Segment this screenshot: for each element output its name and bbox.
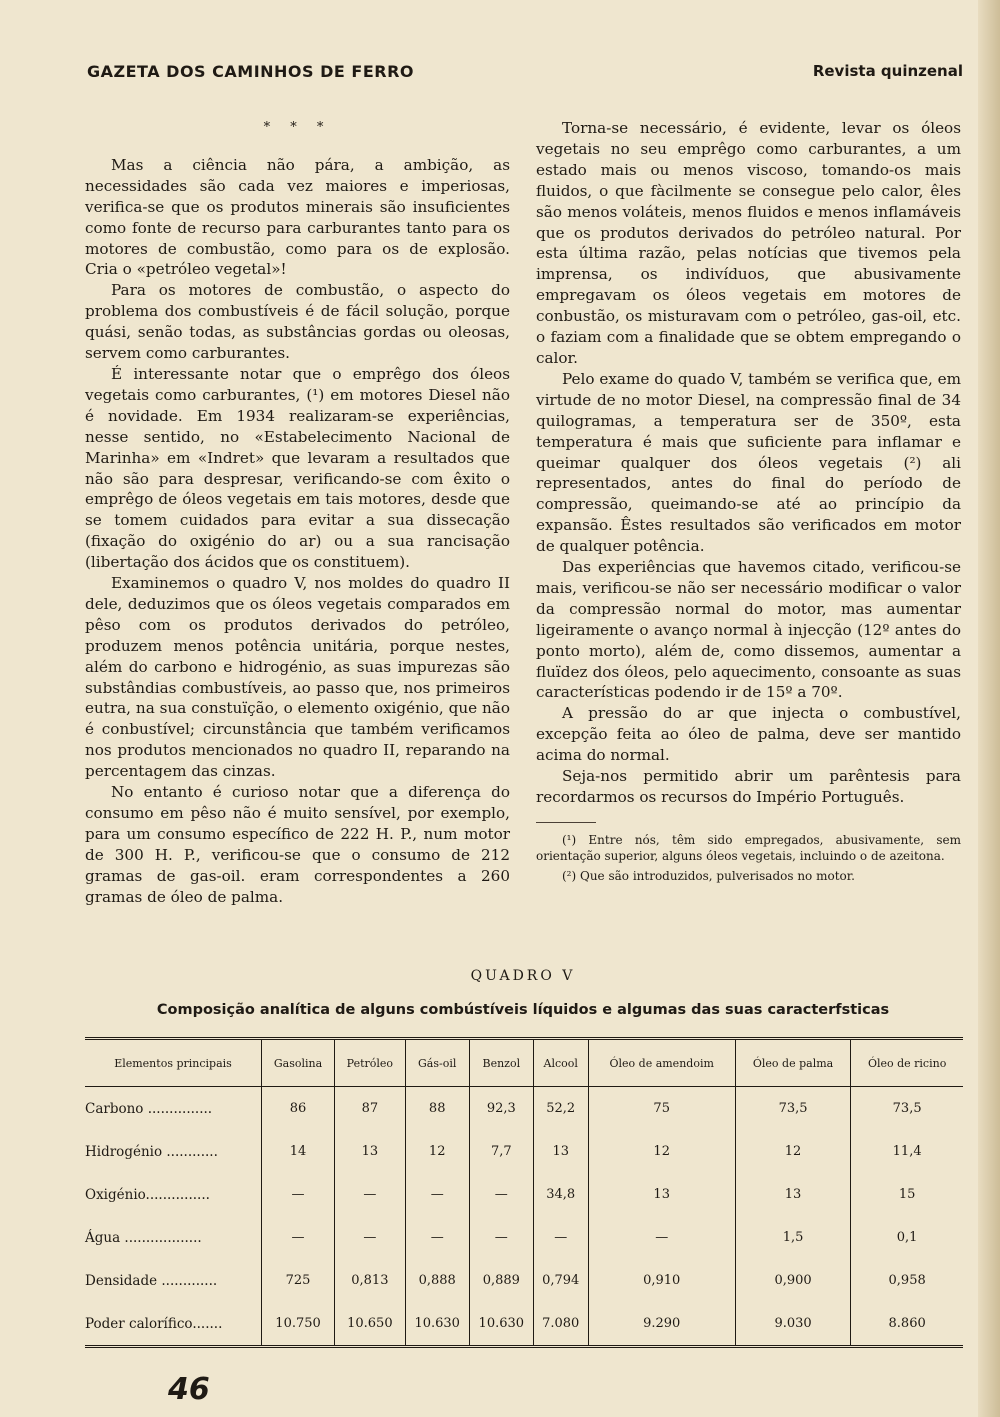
row-label: Poder calorífico....... [85, 1315, 223, 1332]
paragraph: Torna-se necessário, é evidente, levar os óleos vegetais no seu emprêgo como carburantes, a um estado mais ou menos viscoso, tomando-os mais fluidos, o que fàcilmente se consegue pelo calor, êles são menos voláteis, menos fluidos e menos inflamáveis que os produtos derivados do petróleo natural. Por esta última razão, pelas notícias que tivemos pela imprensa, os indivíduos, que abusivamente empregavam os óleos vegetais em motores de conbustão, os misturavam com o petróleo, gas-oil, etc. o faziam com a finalidade que se obtem empregando o calor. [536, 119, 961, 367]
table-cell: — [262, 1173, 335, 1216]
table-cell: 10.630 [469, 1302, 533, 1347]
table-cell: 13 [533, 1130, 588, 1173]
page-number: 46 [168, 1372, 210, 1407]
table-cell: 88 [405, 1087, 469, 1131]
table-cell: 92,3 [469, 1087, 533, 1131]
left-column [85, 118, 510, 908]
table-cell: 13 [335, 1130, 406, 1173]
paragraph: Para os motores de combustão, o aspecto do problema dos combustíveis é de fácil solução, porque quási, senão todas, as substâncias gordas ou oleosas, servem como carburantes. [85, 281, 510, 363]
table-cell: 10.650 [335, 1302, 406, 1347]
table-cell: 0,910 [588, 1259, 735, 1302]
table-cell: 10.750 [262, 1302, 335, 1347]
table-cell: 12 [735, 1130, 850, 1173]
table-cell: — [588, 1216, 735, 1259]
table-row [85, 1130, 963, 1173]
table-header-row [85, 1039, 963, 1087]
row-label: Densidade ............. [85, 1272, 218, 1289]
row-label: Carbono ............... [85, 1100, 213, 1117]
column-header: Benzol [469, 1039, 533, 1087]
table-cell: 52,2 [533, 1087, 588, 1131]
table-row [85, 1259, 963, 1302]
table-title: QUADRO V [470, 968, 576, 984]
right-column [536, 118, 961, 887]
column-header: Gasolina [262, 1039, 335, 1087]
table-cell: 73,5 [851, 1087, 963, 1131]
table-cell: 0,813 [335, 1259, 406, 1302]
table-cell: 9.290 [588, 1302, 735, 1347]
paragraph: A pressão do ar que injecta o combustível, excepção feita ao óleo de palma, deve ser mantido acima do normal. [536, 704, 961, 765]
table-cell: 15 [851, 1173, 963, 1216]
column-header: Gás-oil [405, 1039, 469, 1087]
table-cell: 0,888 [405, 1259, 469, 1302]
table-cell: 0,889 [469, 1259, 533, 1302]
table-cell: — [405, 1173, 469, 1216]
row-label: Água .................. [85, 1229, 202, 1246]
footnote: (¹) Entre nós, têm sido empregados, abusivamente, sem orientação superior, alguns óleos vegetais, incluindo o de azeitona. [536, 832, 961, 864]
paragraph: Examinemos o quadro V, nos moldes do quadro II dele, deduzimos que os óleos vegetais comparados em pêso com os produtos derivados do petróleo, produzem menos potência unitária, porque nestes, além do carbono e hidrogénio, as suas impurezas são substândias combustíveis, ao passo que, nos primeiros eutra, na sua constuïção, o elemento oxigénio, que não é conbustível; circunstância que também verificamos nos produtos mencionados no quadro II, reparando na percentagem das cinzas. [85, 574, 510, 781]
table-cell: 10.630 [405, 1302, 469, 1347]
paragraph: Pelo exame do quado V, também se verifica que, em virtude de no motor Diesel, na compressão final de 34 quilogramas, a temperatura ser de 350º, esta temperatura é mais que suficiente para inflamar e queimar qualquer dos óleos vegetais (²) ali representados, antes do final do período de compressão, queimando-se até ao princípio da expansão. Êstes resultados são verificados em motor de qualquer potência. [536, 369, 961, 556]
table-cell: 13 [588, 1173, 735, 1216]
paragraph: Mas a ciência não pára, a ambição, as necessidades são cada vez maiores e imperiosas, verifica-se que os produtos minerais são insuficientes como fonte de recurso para carburantes tanto para os motores de combustão, como para os de explosão. Cria o «petróleo vegetal»! [85, 155, 510, 279]
table-cell: 75 [588, 1087, 735, 1131]
table-cell: 73,5 [735, 1087, 850, 1131]
table-cell: 0,794 [533, 1259, 588, 1302]
table-cell: 7.080 [533, 1302, 588, 1347]
column-header: Óleo de ricino [851, 1039, 963, 1087]
table-cell: 86 [262, 1087, 335, 1131]
table-cell: 9.030 [735, 1302, 850, 1347]
table-cell: 11,4 [851, 1130, 963, 1173]
column-header: Óleo de amendoim [588, 1039, 735, 1087]
table-cell: — [262, 1216, 335, 1259]
journal-title: GAZETA DOS CAMINHOS DE FERRO [87, 62, 415, 81]
table-cell: 0,1 [851, 1216, 963, 1259]
footnote: (²) Que são introduzidos, pulverisados no motor. [562, 868, 855, 883]
column-header: Óleo de palma [735, 1039, 850, 1087]
table-cell: — [405, 1216, 469, 1259]
paragraph: No entanto é curioso notar que a diferença do consumo em pêso não é muito sensível, por exemplo, para um consumo específico de 222 H. P., num motor de 300 H. P., verificou-se que o consumo de 212 gramas de gas-oil. eram correspondentes a 260 gramas de óleo de palma. [85, 783, 510, 906]
table-row [85, 1087, 963, 1131]
table-cell: 12 [405, 1130, 469, 1173]
table-cell: 87 [335, 1087, 406, 1131]
column-header: Alcool [533, 1039, 588, 1087]
footnotes [536, 822, 961, 885]
paragraph: Das experiências que havemos citado, verificou-se mais, verificou-se não ser necessário modificar o valor da compressão normal do motor, mas aumentar ligeiramente o avanço normal à injecção (12º antes do ponto morto), além de, como dissemos, aumentar a fluïdez dos óleos, pelo aquecimento, consoante as suas características podendo ir de 15º a 70º. [536, 558, 961, 702]
journal-subtitle: Revista quinzenal [812, 62, 963, 80]
paragraph: É interessante notar que o emprêgo dos óleos vegetais como carburantes, (¹) em motores Diesel não é novidade. Em 1934 realizaram-se experiências, nesse sentido, no «Estabelecimento Nacional de Marinha» em «Indret» que levaram a resultados que não são para despresar, verificando-se com êxito o emprêgo de óleos vegetais em tais motores, desde que se tomem cuidados para evitar a sua dissecação (fixação do oxigénio do ar) ou a sua rancisação (libertação dos ácidos que os constituem). [85, 364, 510, 572]
column-header: Elementos principais [85, 1039, 262, 1087]
table-cell: 12 [588, 1130, 735, 1173]
table-cell: — [469, 1173, 533, 1216]
table-row [85, 1302, 963, 1347]
paragraph: Seja-nos permitido abrir um parêntesis para recordarmos os recursos do Império Português. [536, 767, 961, 806]
table-cell: — [335, 1173, 406, 1216]
row-label: Oxigénio............... [85, 1186, 210, 1203]
table-subtitle: Composição analítica de alguns combústíveis líquidos e algumas das suas caracterfsticas [156, 1002, 890, 1018]
column-header: Petróleo [335, 1039, 406, 1087]
table-row [85, 1216, 963, 1259]
page-edge [978, 0, 1000, 1417]
table-cell: 8.860 [851, 1302, 963, 1347]
section-separator: * * * [263, 120, 332, 135]
table-cell: — [335, 1216, 406, 1259]
table-cell: — [533, 1216, 588, 1259]
table-cell: — [469, 1216, 533, 1259]
table-cell: 14 [262, 1130, 335, 1173]
composition-table [85, 1037, 963, 1348]
page-header [87, 62, 963, 88]
table-row [85, 1173, 963, 1216]
table-cell: 7,7 [469, 1130, 533, 1173]
table-cell: 13 [735, 1173, 850, 1216]
table-cell: 1,5 [735, 1216, 850, 1259]
table-cell: 0,900 [735, 1259, 850, 1302]
table-cell: 0,958 [851, 1259, 963, 1302]
table-cell: 725 [262, 1259, 335, 1302]
row-label: Hidrogénio ............ [85, 1143, 218, 1160]
table-cell: 34,8 [533, 1173, 588, 1216]
